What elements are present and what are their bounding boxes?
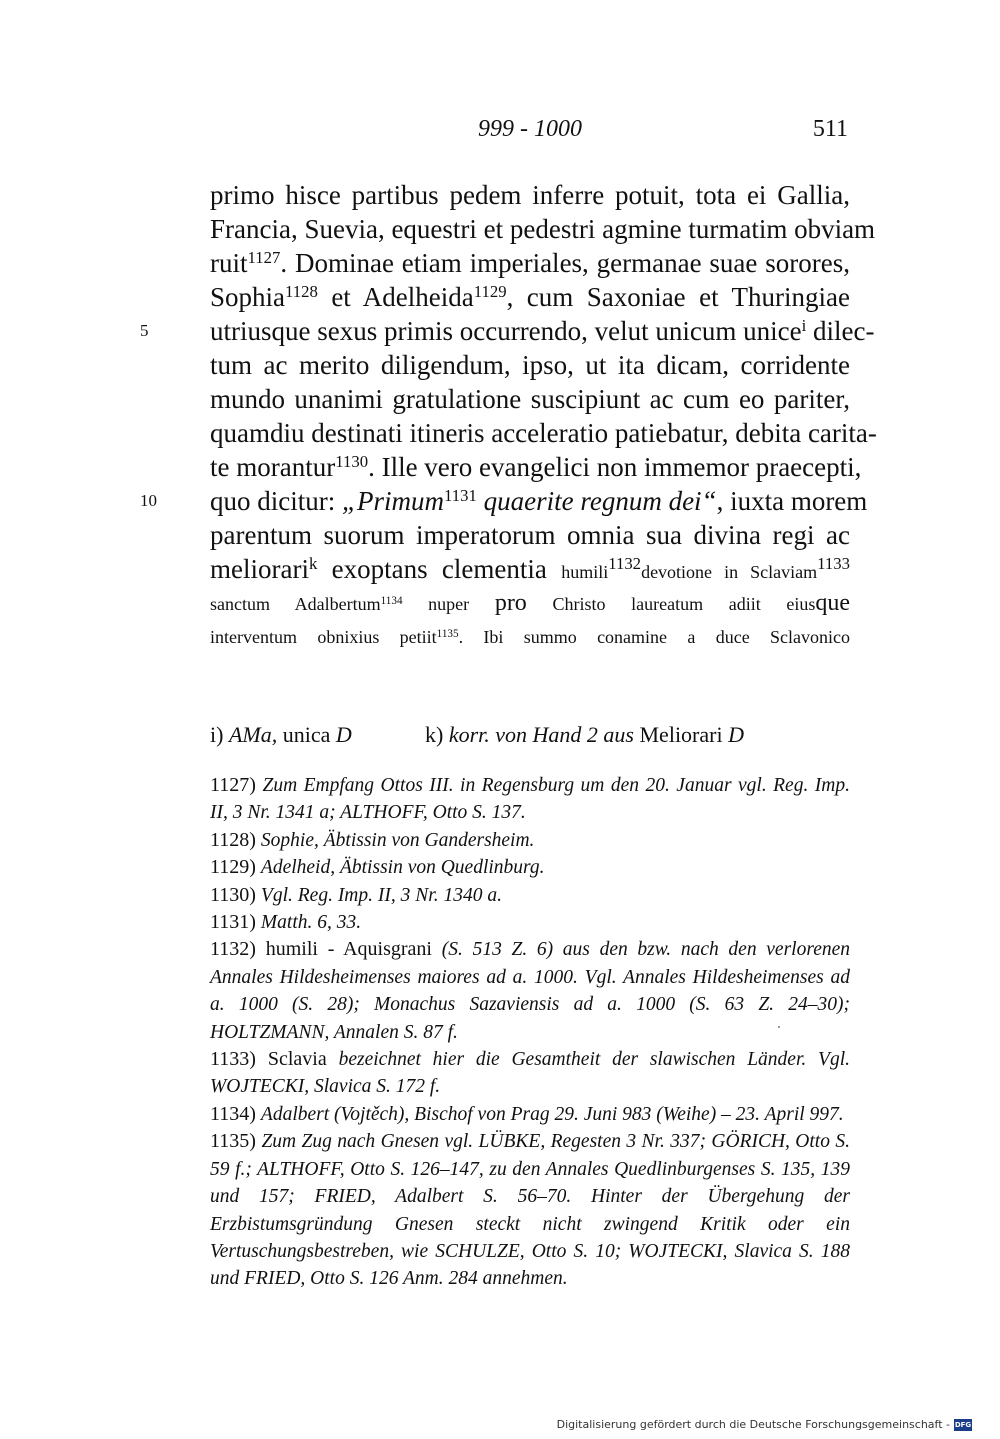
footnote-entry: 1134) Adalbert (Vojtěch), Bischof von Prag 29. Juni 983 (Weihe) – 23. April 997.: [210, 1102, 844, 1125]
digitization-credit: [557, 1418, 972, 1431]
line-number: 10: [140, 491, 157, 510]
running-header: [210, 116, 850, 156]
apparatus-note: k) korr. von Hand 2 aus Meliorari D: [425, 722, 744, 747]
scan-speck: [778, 1026, 780, 1028]
apparatus-note: i) AMa, unica D: [210, 722, 352, 747]
text-line: sanctum Adalbertum$^{1134}$ nuper pro Christo laureatum adiit eiusque: [210, 590, 851, 616]
text-line: quamdiu destinati itineris acceleratio patiebatur, debita carita-: [210, 418, 877, 448]
text-line: utriusque sexus primis occurrendo, velut unicum unice$^i$ dilec- 5: [140, 315, 875, 346]
page-number: 511: [812, 116, 848, 142]
text-line: primo hisce partibus pedem inferre potuit, tota ei Gallia,: [210, 180, 850, 210]
footnote-entry: 1131) Matth. 6, 33.: [210, 911, 362, 934]
text-line: parentum suorum imperatorum omnia sua divina regi ac: [210, 520, 850, 550]
textual-apparatus: [210, 722, 850, 748]
footnote-entry: 1133) Sclavia bezeichnet hier die Gesamtheit der slawischen Länder. Vgl. WOJTECKI, Slavica S. 172 f.: [210, 1048, 850, 1098]
text-line: interventum obnixius petiit$^{1135}$. Ibi summo conamine a duce Sclavonico: [210, 627, 850, 647]
text-line: te morantur$^{1130}$. Ille vero evangelici non immemor praecepti,: [210, 451, 862, 482]
text-line: mundo unanimi gratulatione suscipiunt ac cum eo pariter,: [210, 384, 850, 414]
running-title: 999 - 1000: [478, 116, 582, 142]
footnote-entry: 1128) Sophie, Äbtissin von Gandersheim.: [210, 828, 535, 851]
text-line: tum ac merito diligendum, ipso, ut ita dicam, corridente: [210, 350, 850, 380]
text-line: ruit$^{1127}$. Dominae etiam imperiales, germanae suae sorores,: [210, 247, 850, 278]
footnote-entry: 1135) Zum Zug nach Gnesen vgl. LÜBKE, Regesten 3 Nr. 337; GÖRICH, Otto S. 59 f.; ALTHOFF, Otto S. 126–147, zu den Annales Quedlinburgenses S. 135, 139 und 157; FRIED, Adalbert S. 56–70. Hinter der Übergehung der Erzbistumsgründung Gnesen steckt nicht zwingend Kritik oder ein Vertuschungsbestreben, wie SCHULZE, Otto S. 10; WOJTECKI, Slavica S. 188 und FRIED, Otto S. 126 Anm. 284 annehmen.: [210, 1130, 851, 1290]
dfg-logo-icon: DFG: [954, 1420, 972, 1429]
footnote-entry: 1132) humili - Aquisgrani (S. 513 Z. 6) aus den bzw. nach den verlorenen Annales Hildesheimenses maiores ad a. 1000. Vgl. Annales Hildesheimenses ad a. 1000 (S. 28); Monachus Sazaviensis ad a. 1000 (S. 63 Z. 24–30); HOLTZMANN, Annalen S. 87 f.: [210, 938, 850, 1043]
credit-text: Digitalisierung gefördert durch die Deutsche Forschungsgemeinschaft -: [556, 1418, 950, 1431]
text-line: Francia, Suevia, equestri et pedestri agmine turmatim obviam: [210, 214, 876, 244]
footnote-entry: 1127) Zum Empfang Ottos III. in Regensburg um den 20. Januar vgl. Reg. Imp. II, 3 Nr. 1341 a; ALTHOFF, Otto S. 137.: [210, 774, 851, 824]
line-number: 5: [140, 321, 149, 340]
footnotes: [210, 772, 850, 1293]
latin-main-text: [140, 178, 877, 654]
text-line: meliorari$^k$ exoptans clementia humili$^{1132}$devotione in Sclaviam$^{1133}$: [210, 553, 850, 584]
text-line: quo dicitur: „Primum$^{1131}$ quaerite regnum dei“, iuxta morem 10: [140, 485, 868, 516]
footnote-entry: 1129) Adelheid, Äbtissin von Quedlinburg.: [210, 856, 545, 879]
footnote-entry: 1130) Vgl. Reg. Imp. II, 3 Nr. 1340 a.: [210, 883, 502, 906]
text-line: Sophia$^{1128}$ et Adelheida$^{1129}$, cum Saxoniae et Thuringiae: [210, 281, 850, 312]
